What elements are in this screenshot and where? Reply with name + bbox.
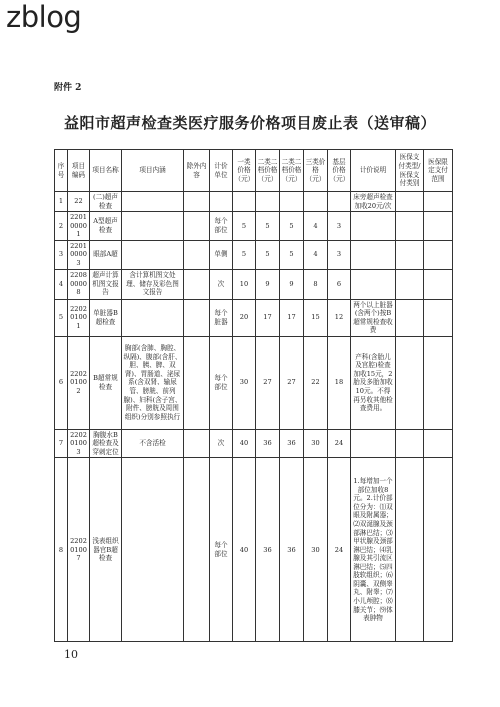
header-cell: 序号: [55, 150, 68, 192]
cell-excluded: [184, 458, 210, 642]
cell-content: [122, 299, 184, 336]
cell-price: 6: [328, 269, 351, 299]
table-row: [55, 240, 453, 269]
cell-item-name: 超声计算机图文报告: [90, 269, 122, 299]
table-header-row: [55, 150, 453, 192]
cell-price: 20: [233, 299, 256, 336]
cell-pricing-note: 1.每增加一个部位加收8元。2.计价部位分为：⑴双眼及附属器；⑵双涎腺及颈部淋巴结；⑶甲状腺及颈部淋巴结；⑷乳腺及其引流区淋巴结；⑸四肢软组织；⑹阴囊、双侧睾丸、附睾；⑺小儿颅腔；⑻膝关节；⑼体表肿物: [351, 458, 396, 642]
cell-price: 30: [304, 429, 328, 458]
cell-price: 5: [233, 212, 256, 241]
cell-price: 9: [256, 269, 280, 299]
cell-excluded: [184, 192, 210, 212]
cell-code: 22: [68, 192, 90, 212]
cell-content: 不含活检: [122, 429, 184, 458]
table-row: [55, 212, 453, 241]
cell-pricing-note: [351, 240, 396, 269]
cell-price: 22: [304, 336, 328, 429]
cell-price: 10: [233, 269, 256, 299]
cell-insurance-scope: [424, 299, 453, 336]
cell-excluded: [184, 429, 210, 458]
cell-price: 3: [328, 240, 351, 269]
cell-price: 17: [256, 299, 280, 336]
cell-content: [122, 458, 184, 642]
cell-price: 36: [256, 429, 280, 458]
cell-item-name: A型超声检查: [90, 212, 122, 241]
cell-price: [233, 192, 256, 212]
header-cell: 一类价格（元）: [233, 150, 256, 192]
cell-item-name: (二)超声检查: [90, 192, 122, 212]
cell-price: 4: [304, 212, 328, 241]
cell-price: 5: [256, 240, 280, 269]
cell-unit: 每个部位: [210, 212, 233, 241]
cell-content: 胸部(含肺、胸腔、纵隔)、腹部(含肝、胆、胰、脾、双肾)、胃肠道、泌尿系(含双肾、输尿管、膀胱、前列腺)、妇科(含子宫、附件、膀胱及周围组织)分别参照执行: [122, 336, 184, 429]
header-cell: 除外内容: [184, 150, 210, 192]
cell-insurance-type: [396, 429, 424, 458]
cell-pricing-note: [351, 429, 396, 458]
cell-code: 220100003: [68, 240, 90, 269]
header-cell: 项目内涵: [122, 150, 184, 192]
cell-index: 1: [55, 192, 68, 212]
cell-pricing-note: 床旁超声检查加收20元/次: [351, 192, 396, 212]
cell-price: 5: [256, 212, 280, 241]
cell-price: [280, 192, 304, 212]
header-cell: 二类二档价格（元）: [256, 150, 280, 192]
table-row: [55, 429, 453, 458]
cell-excluded: [184, 336, 210, 429]
cell-code: 220201002: [68, 336, 90, 429]
cell-code: 220800008: [68, 269, 90, 299]
cell-unit: [210, 192, 233, 212]
cell-unit: 次: [210, 269, 233, 299]
cell-price: 36: [256, 458, 280, 642]
cell-index: 4: [55, 269, 68, 299]
cell-code: 220201003: [68, 429, 90, 458]
cell-code: 220100001: [68, 212, 90, 241]
header-cell: 计价单位: [210, 150, 233, 192]
cell-price: 27: [256, 336, 280, 429]
cell-excluded: [184, 240, 210, 269]
table-row: [55, 299, 453, 336]
cell-unit: 单侧: [210, 240, 233, 269]
cell-index: 3: [55, 240, 68, 269]
cell-pricing-note: 产科(含胎儿及宫腔)检查加收15元，2胎及多胎加收10元。不得再另收其他检查费用。: [351, 336, 396, 429]
cell-content: [122, 192, 184, 212]
cell-price: 5: [280, 212, 304, 241]
cell-index: 2: [55, 212, 68, 241]
cell-price: 24: [328, 429, 351, 458]
cell-index: 8: [55, 458, 68, 642]
cell-unit: 每个部位: [210, 458, 233, 642]
cell-content: 含计算机图文处理、储存及彩色图文报告: [122, 269, 184, 299]
table-row: [55, 269, 453, 299]
header-cell: 医保限定支付范围: [424, 150, 453, 192]
cell-price: 8: [304, 269, 328, 299]
table-row: [55, 192, 453, 212]
cell-item-name: 单脏器B超检查: [90, 299, 122, 336]
cell-price: 5: [233, 240, 256, 269]
cell-excluded: [184, 212, 210, 241]
watermark-text: zblog: [6, 0, 82, 34]
cell-price: 3: [328, 212, 351, 241]
cell-insurance-scope: [424, 336, 453, 429]
cell-insurance-scope: [424, 240, 453, 269]
cell-price: 36: [280, 429, 304, 458]
price-table: [54, 149, 453, 642]
cell-price: 5: [280, 240, 304, 269]
table-row: [55, 336, 453, 429]
cell-insurance-scope: [424, 212, 453, 241]
cell-price: 12: [328, 299, 351, 336]
cell-index: 7: [55, 429, 68, 458]
cell-insurance-type: [396, 458, 424, 642]
header-cell: 计价说明: [351, 150, 396, 192]
cell-price: 27: [280, 336, 304, 429]
attachment-label: 附件 2: [54, 83, 82, 93]
header-cell: 三类价格（元）: [304, 150, 328, 192]
cell-insurance-type: [396, 240, 424, 269]
cell-price: 30: [304, 458, 328, 642]
cell-item-name: 眼部A超: [90, 240, 122, 269]
header-cell: 项目名称: [90, 150, 122, 192]
cell-insurance-type: [396, 299, 424, 336]
cell-index: 5: [55, 299, 68, 336]
cell-pricing-note: [351, 212, 396, 241]
cell-pricing-note: [351, 269, 396, 299]
cell-excluded: [184, 269, 210, 299]
cell-price: 36: [280, 458, 304, 642]
cell-insurance-type: [396, 336, 424, 429]
cell-price: 40: [233, 458, 256, 642]
cell-item-name: 浅表组织器官B超检查: [90, 458, 122, 642]
cell-item-name: 胸腹水B超检查及穿刺定位: [90, 429, 122, 458]
cell-insurance-scope: [424, 429, 453, 458]
header-cell: 医保支付类型/医保支付类别: [396, 150, 424, 192]
cell-insurance-type: [396, 269, 424, 299]
cell-price: 18: [328, 336, 351, 429]
cell-pricing-note: 两个以上脏器(含两个)按B超常规检查收费: [351, 299, 396, 336]
cell-code: 220201007: [68, 458, 90, 642]
cell-index: 6: [55, 336, 68, 429]
cell-insurance-type: [396, 192, 424, 212]
cell-price: 4: [304, 240, 328, 269]
header-cell: 二类二档价格（元）: [280, 150, 304, 192]
cell-code: 220201001: [68, 299, 90, 336]
cell-insurance-scope: [424, 458, 453, 642]
cell-unit: 每个脏器: [210, 299, 233, 336]
cell-price: [256, 192, 280, 212]
cell-price: 30: [233, 336, 256, 429]
cell-price: 9: [280, 269, 304, 299]
cell-price: 17: [280, 299, 304, 336]
cell-price: 15: [304, 299, 328, 336]
page-number: 10: [64, 648, 78, 661]
cell-content: [122, 240, 184, 269]
cell-price: [328, 192, 351, 212]
page-title: 益阳市超声检查类医疗服务价格项目废止表（送审稿）: [63, 114, 436, 132]
cell-item-name: B超常规检查: [90, 336, 122, 429]
cell-price: 24: [328, 458, 351, 642]
cell-unit: 次: [210, 429, 233, 458]
cell-price: 40: [233, 429, 256, 458]
cell-price: [304, 192, 328, 212]
table-row: [55, 458, 453, 642]
cell-excluded: [184, 299, 210, 336]
cell-insurance-scope: [424, 192, 453, 212]
cell-unit: 每个部位: [210, 336, 233, 429]
header-cell: 项目编码: [68, 150, 90, 192]
cell-content: [122, 212, 184, 241]
header-cell: 基层价格（元）: [328, 150, 351, 192]
cell-insurance-scope: [424, 269, 453, 299]
cell-insurance-type: [396, 212, 424, 241]
